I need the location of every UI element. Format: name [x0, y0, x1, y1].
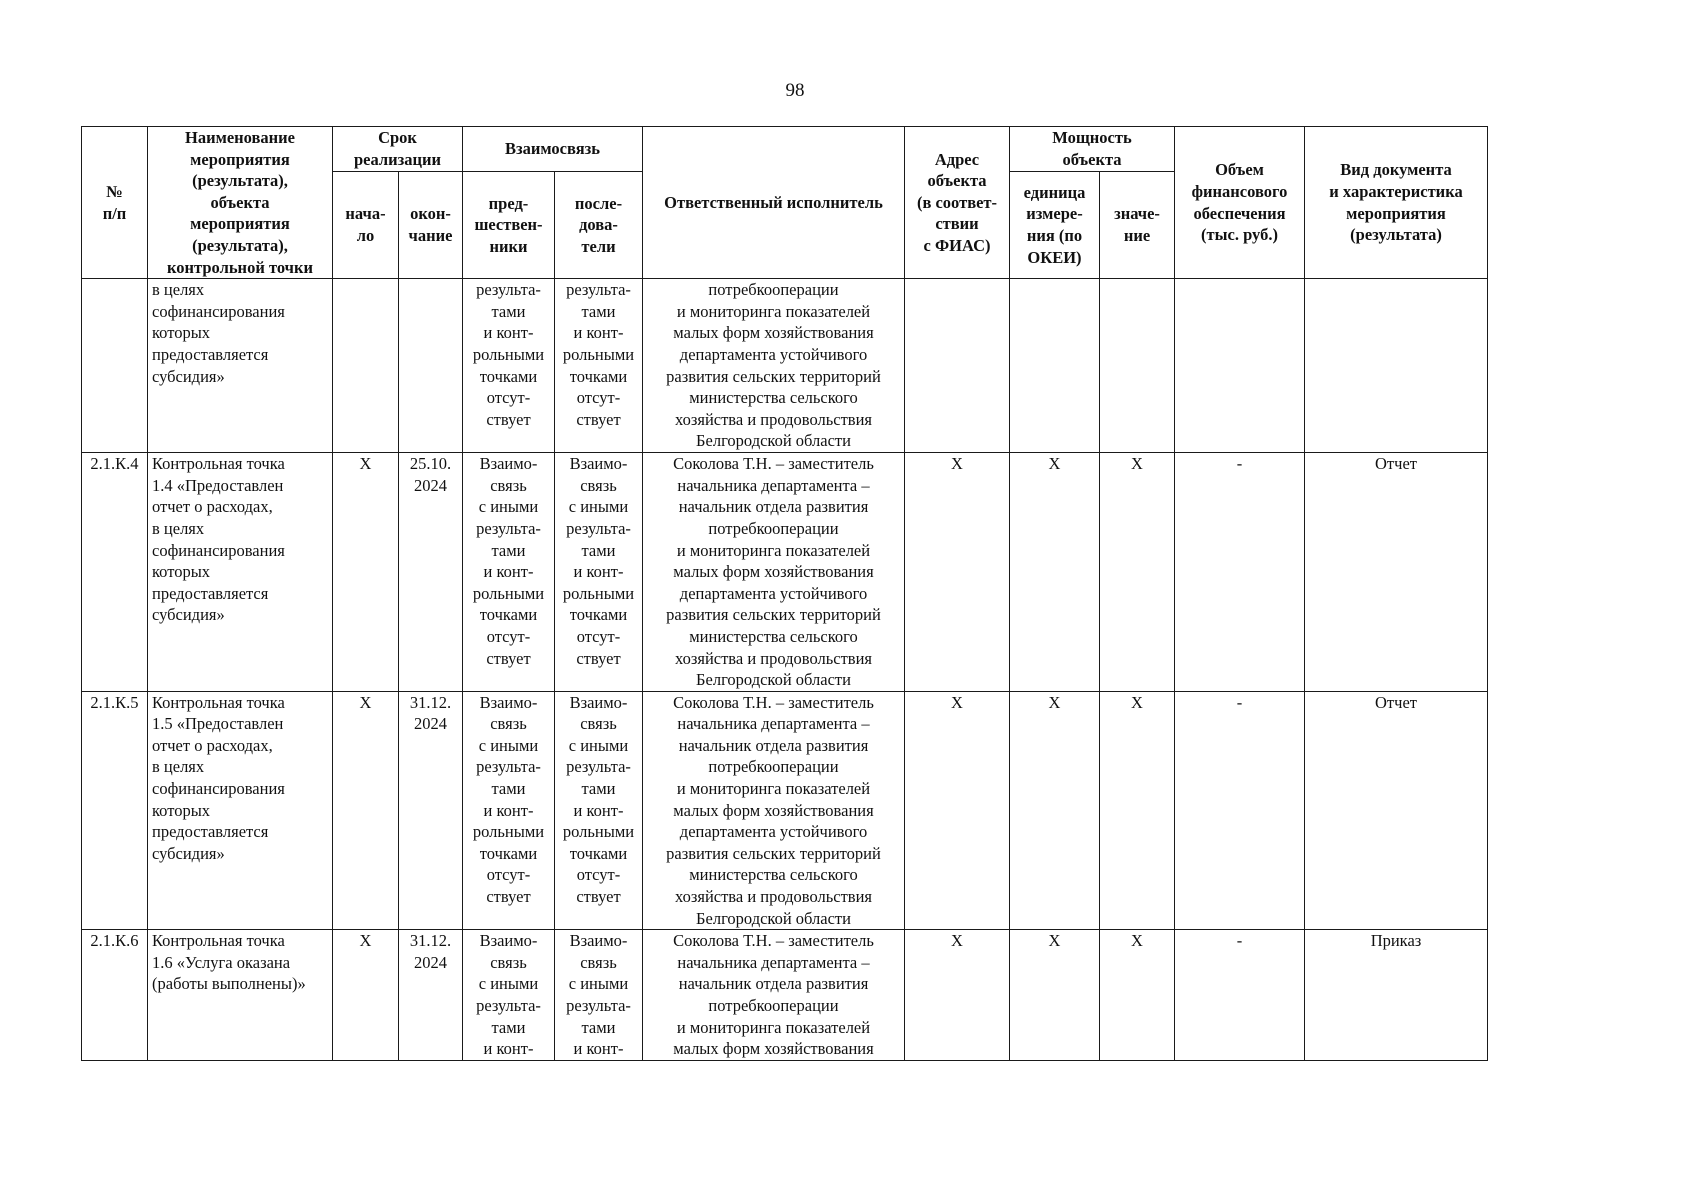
plan-table [81, 126, 1488, 1061]
header-executor: Ответственный исполнитель [643, 127, 905, 279]
cell-address: X [905, 930, 1010, 1061]
cell-finance: - [1175, 930, 1305, 1061]
cell-start: X [333, 453, 399, 692]
cell-value [1100, 279, 1175, 453]
header-relation: Взаимосвязь [463, 127, 643, 172]
cell-finance: - [1175, 453, 1305, 692]
cell-executor: Соколова Т.Н. – заместитель начальника департамента – начальник отдела развития потребкооперации и мониторинга показателей малых форм хозяйствования департамента устойчивого развития сельских территорий министерства сельского хозяйства и продовольствия Белгородской области [643, 453, 905, 692]
header-num: № п/п [82, 127, 148, 279]
cell-end: 25.10. 2024 [399, 453, 463, 692]
cell-num: 2.1.К.4 [82, 453, 148, 692]
cell-name: Контрольная точка 1.4 «Предоставлен отчет о расходах, в целях софинансирования которых предоставляется субсидия» [148, 453, 333, 692]
cell-name: в целях софинансирования которых предоставляется субсидия» [148, 279, 333, 453]
cell-start [333, 279, 399, 453]
cell-pred: Взаимо- связь с иными результа- тами и конт- [463, 930, 555, 1061]
header-start: нача- ло [333, 171, 399, 278]
cell-num: 2.1.К.5 [82, 691, 148, 930]
header-end: окон- чание [399, 171, 463, 278]
table-row [82, 453, 1488, 692]
header-value: значе- ние [1100, 171, 1175, 278]
page-number: 98 [785, 80, 805, 101]
cell-next: результа- тами и конт- рольными точками отсут- ствует [555, 279, 643, 453]
cell-address [905, 279, 1010, 453]
header-term: Срок реализации [333, 127, 463, 172]
header-finance: Объем финансового обеспечения (тыс. руб.) [1175, 127, 1305, 279]
table-row [82, 930, 1488, 1061]
cell-doc [1305, 279, 1488, 453]
cell-value: X [1100, 691, 1175, 930]
cell-next: Взаимо- связь с иными результа- тами и конт- рольными точками отсут- ствует [555, 691, 643, 930]
cell-address: X [905, 453, 1010, 692]
cell-address: X [905, 691, 1010, 930]
cell-name: Контрольная точка 1.6 «Услуга оказана (работы выполнены)» [148, 930, 333, 1061]
table-row-continuation [82, 279, 1488, 453]
header-name: Наименование мероприятия (результата), объекта мероприятия (результата), контрольной точки [148, 127, 333, 279]
cell-doc: Отчет [1305, 691, 1488, 930]
header-pred: пред- шествен- ники [463, 171, 555, 278]
cell-num [82, 279, 148, 453]
header-unit: единица измере- ния (по ОКЕИ) [1010, 171, 1100, 278]
cell-end: 31.12. 2024 [399, 930, 463, 1061]
cell-unit [1010, 279, 1100, 453]
cell-unit: X [1010, 930, 1100, 1061]
cell-pred: результа- тами и конт- рольными точками отсут- ствует [463, 279, 555, 453]
cell-finance: - [1175, 691, 1305, 930]
cell-next: Взаимо- связь с иными результа- тами и конт- [555, 930, 643, 1061]
header-address: Адрес объекта (в соответ- ствии с ФИАС) [905, 127, 1010, 279]
header-capacity: Мощность объекта [1010, 127, 1175, 172]
cell-executor: потребкооперации и мониторинга показателей малых форм хозяйствования департамента устойчивого развития сельских территорий министерства сельского хозяйства и продовольствия Белгородской области [643, 279, 905, 453]
cell-end: 31.12. 2024 [399, 691, 463, 930]
cell-unit: X [1010, 453, 1100, 692]
cell-num: 2.1.К.6 [82, 930, 148, 1061]
table-row [82, 691, 1488, 930]
cell-executor: Соколова Т.Н. – заместитель начальника департамента – начальник отдела развития потребкооперации и мониторинга показателей малых форм хозяйствования [643, 930, 905, 1061]
cell-next: Взаимо- связь с иными результа- тами и конт- рольными точками отсут- ствует [555, 453, 643, 692]
cell-finance [1175, 279, 1305, 453]
cell-executor: Соколова Т.Н. – заместитель начальника департамента – начальник отдела развития потребкооперации и мониторинга показателей малых форм хозяйствования департамента устойчивого развития сельских территорий министерства сельского хозяйства и продовольствия Белгородской области [643, 691, 905, 930]
cell-pred: Взаимо- связь с иными результа- тами и конт- рольными точками отсут- ствует [463, 453, 555, 692]
cell-name: Контрольная точка 1.5 «Предоставлен отчет о расходах, в целях софинансирования которых предоставляется субсидия» [148, 691, 333, 930]
header-doc: Вид документа и характеристика мероприятия (результата) [1305, 127, 1488, 279]
cell-value: X [1100, 453, 1175, 692]
cell-doc: Отчет [1305, 453, 1488, 692]
cell-doc: Приказ [1305, 930, 1488, 1061]
cell-value: X [1100, 930, 1175, 1061]
header-next: после- дова- тели [555, 171, 643, 278]
cell-end [399, 279, 463, 453]
cell-unit: X [1010, 691, 1100, 930]
cell-start: X [333, 930, 399, 1061]
cell-start: X [333, 691, 399, 930]
cell-pred: Взаимо- связь с иными результа- тами и конт- рольными точками отсут- ствует [463, 691, 555, 930]
